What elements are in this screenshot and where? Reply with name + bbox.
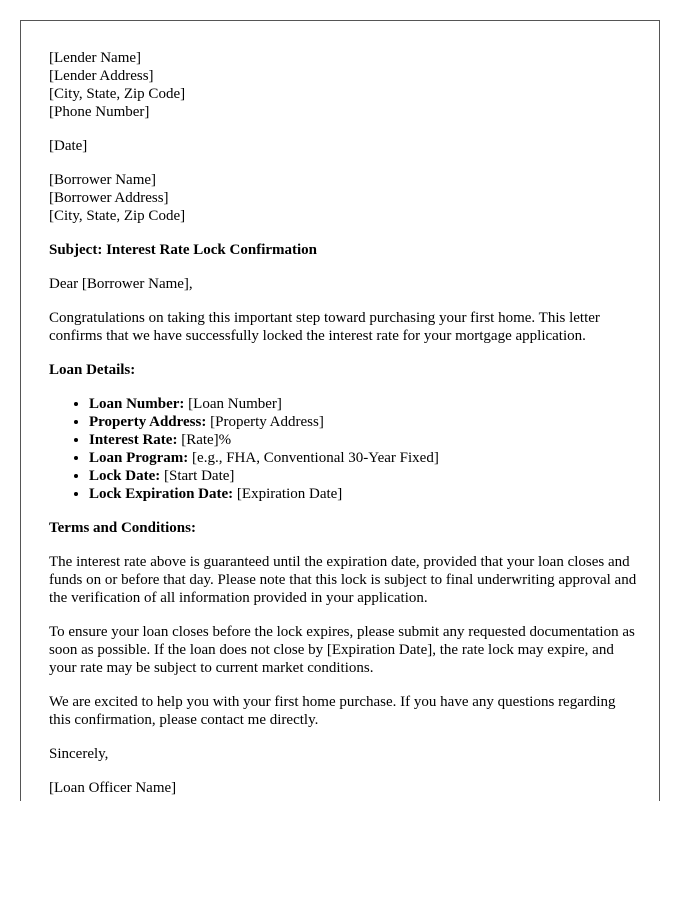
letter-page	[20, 20, 660, 801]
loan-program-label: Loan Program:	[89, 450, 189, 466]
letter-content	[49, 49, 639, 801]
loan-detail-item	[89, 413, 639, 431]
terms-paragraph: The interest rate above is guaranteed until the expiration date, provided that your loan closes and funds on or before that day. Please note that this lock is subject to final underwriting approval and the verification of all information provided in your application.	[49, 554, 637, 606]
lender-address: [Lender Address]	[49, 68, 154, 84]
lender-name: [Lender Name]	[49, 50, 142, 66]
loan-details-list	[49, 395, 639, 503]
lender-city-state-zip: [City, State, Zip Code]	[49, 86, 186, 102]
interest-rate-value: [Rate]%	[177, 432, 232, 448]
lender-address-block	[49, 49, 639, 121]
loan-detail-item	[89, 449, 639, 467]
loan-detail-item	[89, 431, 639, 449]
intro-paragraph: Congratulations on taking this important step toward purchasing your first home. This letter confirms that we have successfully locked the interest rate for your mortgage application.	[49, 310, 600, 344]
lock-expiration-date-label: Lock Expiration Date:	[89, 486, 234, 502]
signature-name: [Loan Officer Name]	[49, 780, 177, 796]
borrower-name: [Borrower Name]	[49, 172, 157, 188]
interest-rate-label: Interest Rate:	[89, 432, 178, 448]
loan-detail-item	[89, 485, 639, 503]
loan-detail-item	[89, 467, 639, 485]
borrower-address-block	[49, 171, 639, 225]
borrower-address: [Borrower Address]	[49, 190, 169, 206]
lock-date-label: Lock Date:	[89, 468, 161, 484]
letter-subject: Subject: Interest Rate Lock Confirmation	[49, 242, 318, 258]
loan-program-value: [e.g., FHA, Conventional 30-Year Fixed]	[188, 450, 439, 466]
letter-date: [Date]	[49, 138, 88, 154]
loan-details-heading: Loan Details:	[49, 362, 136, 378]
borrower-city-state-zip: [City, State, Zip Code]	[49, 208, 186, 224]
lender-phone: [Phone Number]	[49, 104, 150, 120]
salutation: Dear [Borrower Name],	[49, 276, 193, 292]
closing: Sincerely,	[49, 746, 109, 762]
lock-date-value: [Start Date]	[160, 468, 235, 484]
terms-paragraph: We are excited to help you with your first home purchase. If you have any questions regarding this confirmation, please contact me directly.	[49, 694, 616, 728]
loan-detail-item	[89, 395, 639, 413]
property-address-label: Property Address:	[89, 414, 207, 430]
loan-number-value: [Loan Number]	[184, 396, 282, 412]
loan-number-label: Loan Number:	[89, 396, 185, 412]
lock-expiration-date-value: [Expiration Date]	[233, 486, 343, 502]
terms-heading: Terms and Conditions:	[49, 520, 196, 536]
terms-paragraph: To ensure your loan closes before the lock expires, please submit any requested documentation as soon as possible. If the loan does not close by [Expiration Date], the rate lock may expire, and your rate may be subject to current market conditions.	[49, 624, 635, 676]
property-address-value: [Property Address]	[206, 414, 324, 430]
